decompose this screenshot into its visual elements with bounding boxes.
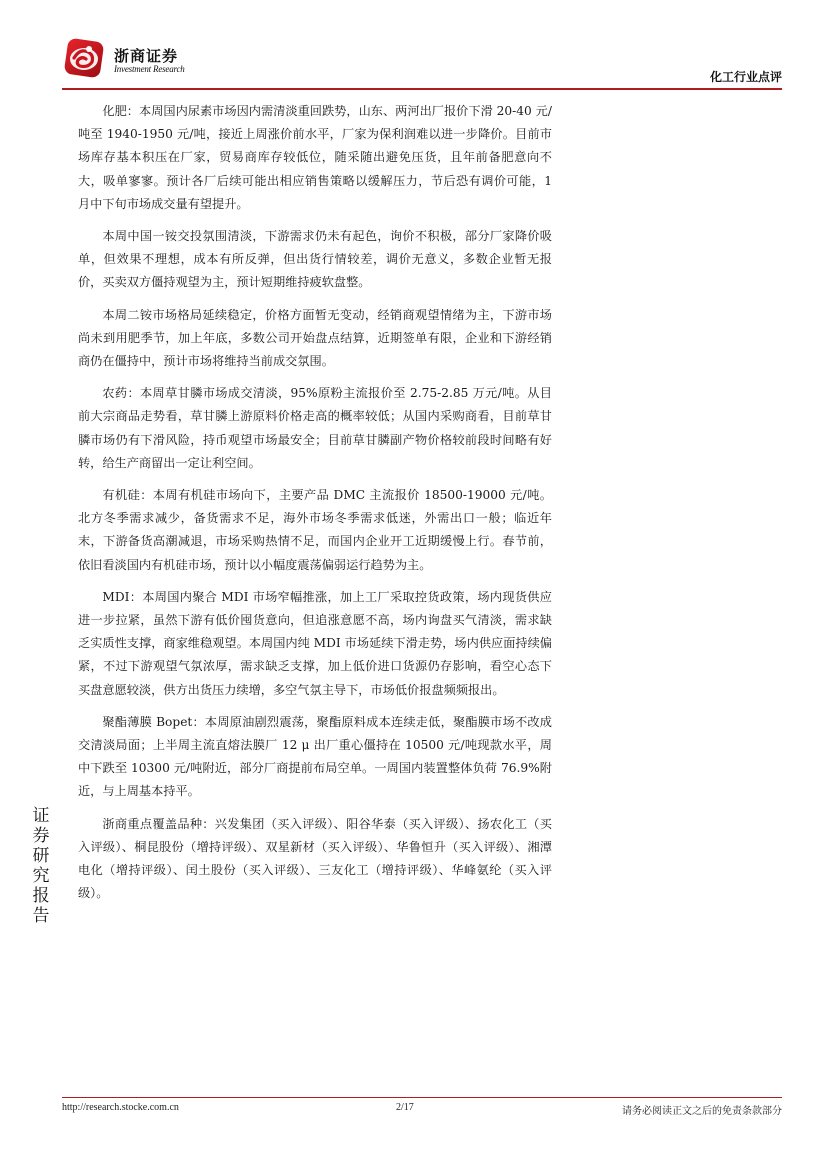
paragraph-dap: 本周二铵市场格局延续稳定，价格方面暂无变动，经销商观望情绪为主，下游市场尚未到用肥季节，加上年底，多数公司开始盘点结算，近期签单有限，企业和下游经销商仍在僵持中，预计市场将维持当前成交氛围。 (78, 307, 552, 369)
paragraph-coverage: 浙商重点覆盖品种：兴发集团（买入评级）、阳谷华泰（买入评级）、扬农化工（买入评级）、桐昆股份（增持评级）、双星新材（买入评级）、华鲁恒升（买入评级）、湘潭电化（增持评级）、闰土股份（买入评级）、三友化工（增持评级）、华峰氨纶（买入评级）。 (78, 816, 552, 901)
side-label-research-report: 证券研究报告 (32, 806, 50, 926)
report-type-label: 化工行业点评 (709, 70, 782, 84)
footer-url-link[interactable]: http://research.stocke.com.cn (62, 1102, 179, 1113)
paragraph-fertilizer-urea: 化肥：本周国内尿素市场因内需清淡重回跌势，山东、两河出厂报价下滑 20-40 元/吨至 1940-1950 元/吨，接近上周涨价前水平，厂家为保利润难以进一步降价。目前市场库存基本积压在厂家，贸易商库存较低位，随采随出避免压货，且年前备肥意向不大，吸单寥寥。预计各厂后续可能出相应销售策略以缓解压力，节后恐有调价可能，1 月中下旬市场成交量有望提升。 (78, 104, 552, 211)
page-number: 2/17 (396, 1102, 414, 1113)
footer-divider (62, 1097, 782, 1098)
logo-name-cn: 浙商证券 (114, 47, 179, 65)
paragraph-bopet: 聚酯薄膜 Bopet：本周原油剧烈震荡，聚酯原料成本连续走低，聚酯膜市场不改成交清淡局面；上半周主流直熔法膜厂 12 μ 出厂重心僵持在 10500 元/吨现款水平，周中下跌至 10300 元/吨附近，部分厂商提前布局空单。一周国内装置整体负荷 76.9%附近，与上周基本持平。 (78, 714, 552, 799)
logo-name-en: Investment Research (114, 64, 185, 74)
page-footer (62, 1102, 782, 1118)
report-body (78, 100, 552, 915)
header-divider (62, 88, 782, 90)
paragraph-pesticide: 农药：本周草甘膦市场成交清淡，95%原粉主流报价至 2.75-2.85 万元/吨。从目前大宗商品走势看，草甘膦上游原料价格走高的概率较低；从国内采购商看，目前草甘膦市场仍有下滑风险，持币观望市场最安全；目前草甘膦副产物价格较前段时间略有好转，给生产商留出一定让利空间。 (78, 386, 552, 470)
zheshang-securities-logo-icon (62, 36, 106, 80)
paragraph-silicone: 有机硅：本周有机硅市场向下，主要产品 DMC 主流报价 18500-19000 元/吨。北方冬季需求减少，备货需求不足，海外市场冬季需求低迷，外需出口一般；临近年末，下游备货高潮减退，市场采购热情不足，而国内企业开工近期缓慢上行。春节前，依旧看淡国内有机硅市场，预计以小幅度震荡偏弱运行趋势为主。 (78, 488, 552, 572)
page-header (62, 36, 782, 90)
paragraph-mdi: MDI：本周国内聚合 MDI 市场窄幅推涨，加上工厂采取控货政策，场内现货供应进一步拉紧，虽然下游有低价囤货意向，但追涨意愿不高，场内询盘买气清淡，需求缺乏实质性支撑，商家维稳观望。本周国内纯 MDI 市场延续下滑走势，场内供应面持续偏紧，不过下游观望气氛浓厚，需求缺乏支撑，加上低价进口货源仍存影响，看空心态下买盘意愿较淡，供方出货压力续增，多空气氛主导下，市场低价报盘频频报出。 (78, 589, 552, 697)
footer-disclaimer: 请务必阅读正文之后的免责条款部分 (622, 1106, 782, 1117)
paragraph-map: 本周中国一铵交投氛围清淡，下游需求仍未有起色，询价不积极，部分厂家降价吸单，但效果不理想，成本有所反弹，但出货行情较差，调价无意义，多数企业暂无报价，买卖双方僵持观望为主，预计短期维持疲软盘整。 (78, 229, 552, 290)
